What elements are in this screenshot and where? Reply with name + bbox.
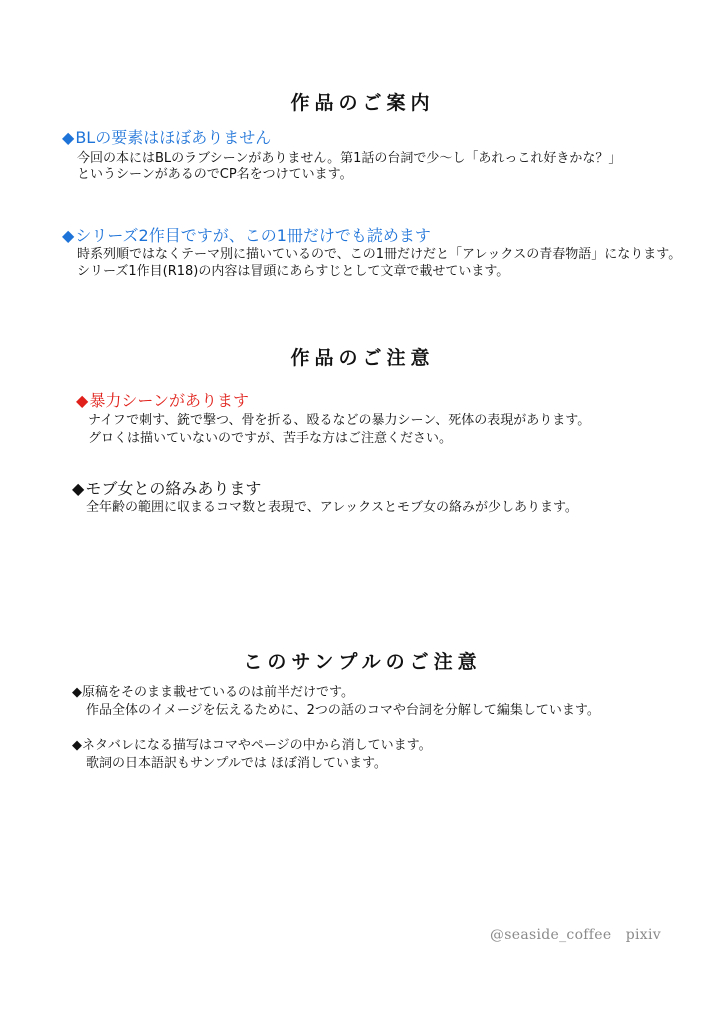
- body-line: 全年齢の範囲に収まるコマ数と表現で、アレックスとモブ女の絡みが少しあります。: [86, 500, 578, 515]
- item-title-text: モブ女との絡みあります: [85, 479, 262, 498]
- item-title-mob: [72, 479, 261, 499]
- body-line: グロくは描いていないのですが、苦手な方はご注意ください。: [88, 431, 453, 446]
- body-line: 歌詞の日本語訳もサンプルでは ほぼ消しています。: [86, 756, 387, 771]
- diamond-icon: ◆: [62, 128, 75, 147]
- diamond-icon: ◆: [72, 479, 85, 498]
- section-heading-sample: このサンプルのご注意: [243, 651, 482, 673]
- credit-text: @seaside_coffee pixiv: [490, 927, 661, 943]
- body-line: ナイフで刺す、銃で撃つ、骨を折る、殴るなどの暴力シーン、死体の表現があります。: [88, 413, 591, 428]
- item-title-text: ネタバレになる描写はコマやページの中から消しています。: [82, 738, 432, 753]
- section-heading-guide: 作品のご案内: [290, 92, 435, 114]
- body-line: 時系列順ではなくテーマ別に描いているので、この1冊だけだと「アレックスの青春物語」になります。: [77, 247, 682, 262]
- diamond-icon: ◆: [72, 738, 82, 753]
- item-title-violence: [76, 391, 249, 411]
- item-title-draft: [72, 684, 354, 702]
- body-line: シリーズ1作目(R18)の内容は冒頭にあらすじとして文章で載せています。: [77, 264, 510, 279]
- item-title-text: BLの要素はほぼありません: [75, 128, 272, 147]
- diamond-icon: ◆: [62, 226, 75, 245]
- item-title-text: シリーズ2作目ですが、この1冊だけでも読めます: [75, 226, 431, 245]
- item-title-series: [62, 226, 431, 246]
- body-line: 今回の本にはBLのラブシーンがありません。第1話の台詞で少〜し「あれっこれ好きかな？」: [77, 151, 622, 166]
- item-title-text: 暴力シーンがあります: [89, 391, 249, 410]
- diamond-icon: ◆: [76, 391, 89, 410]
- body-line: というシーンがあるのでCP名をつけています。: [77, 167, 353, 182]
- section-heading-caution: 作品のご注意: [290, 347, 435, 369]
- item-title-text: 原稿をそのまま載せているのは前半だけです。: [82, 685, 354, 700]
- item-title-spoiler: [72, 737, 432, 755]
- diamond-icon: ◆: [72, 685, 82, 700]
- body-line: 作品全体のイメージを伝えるために、2つの話のコマや台詞を分解して編集しています。: [86, 703, 600, 718]
- item-title-bl-elements: [62, 128, 271, 148]
